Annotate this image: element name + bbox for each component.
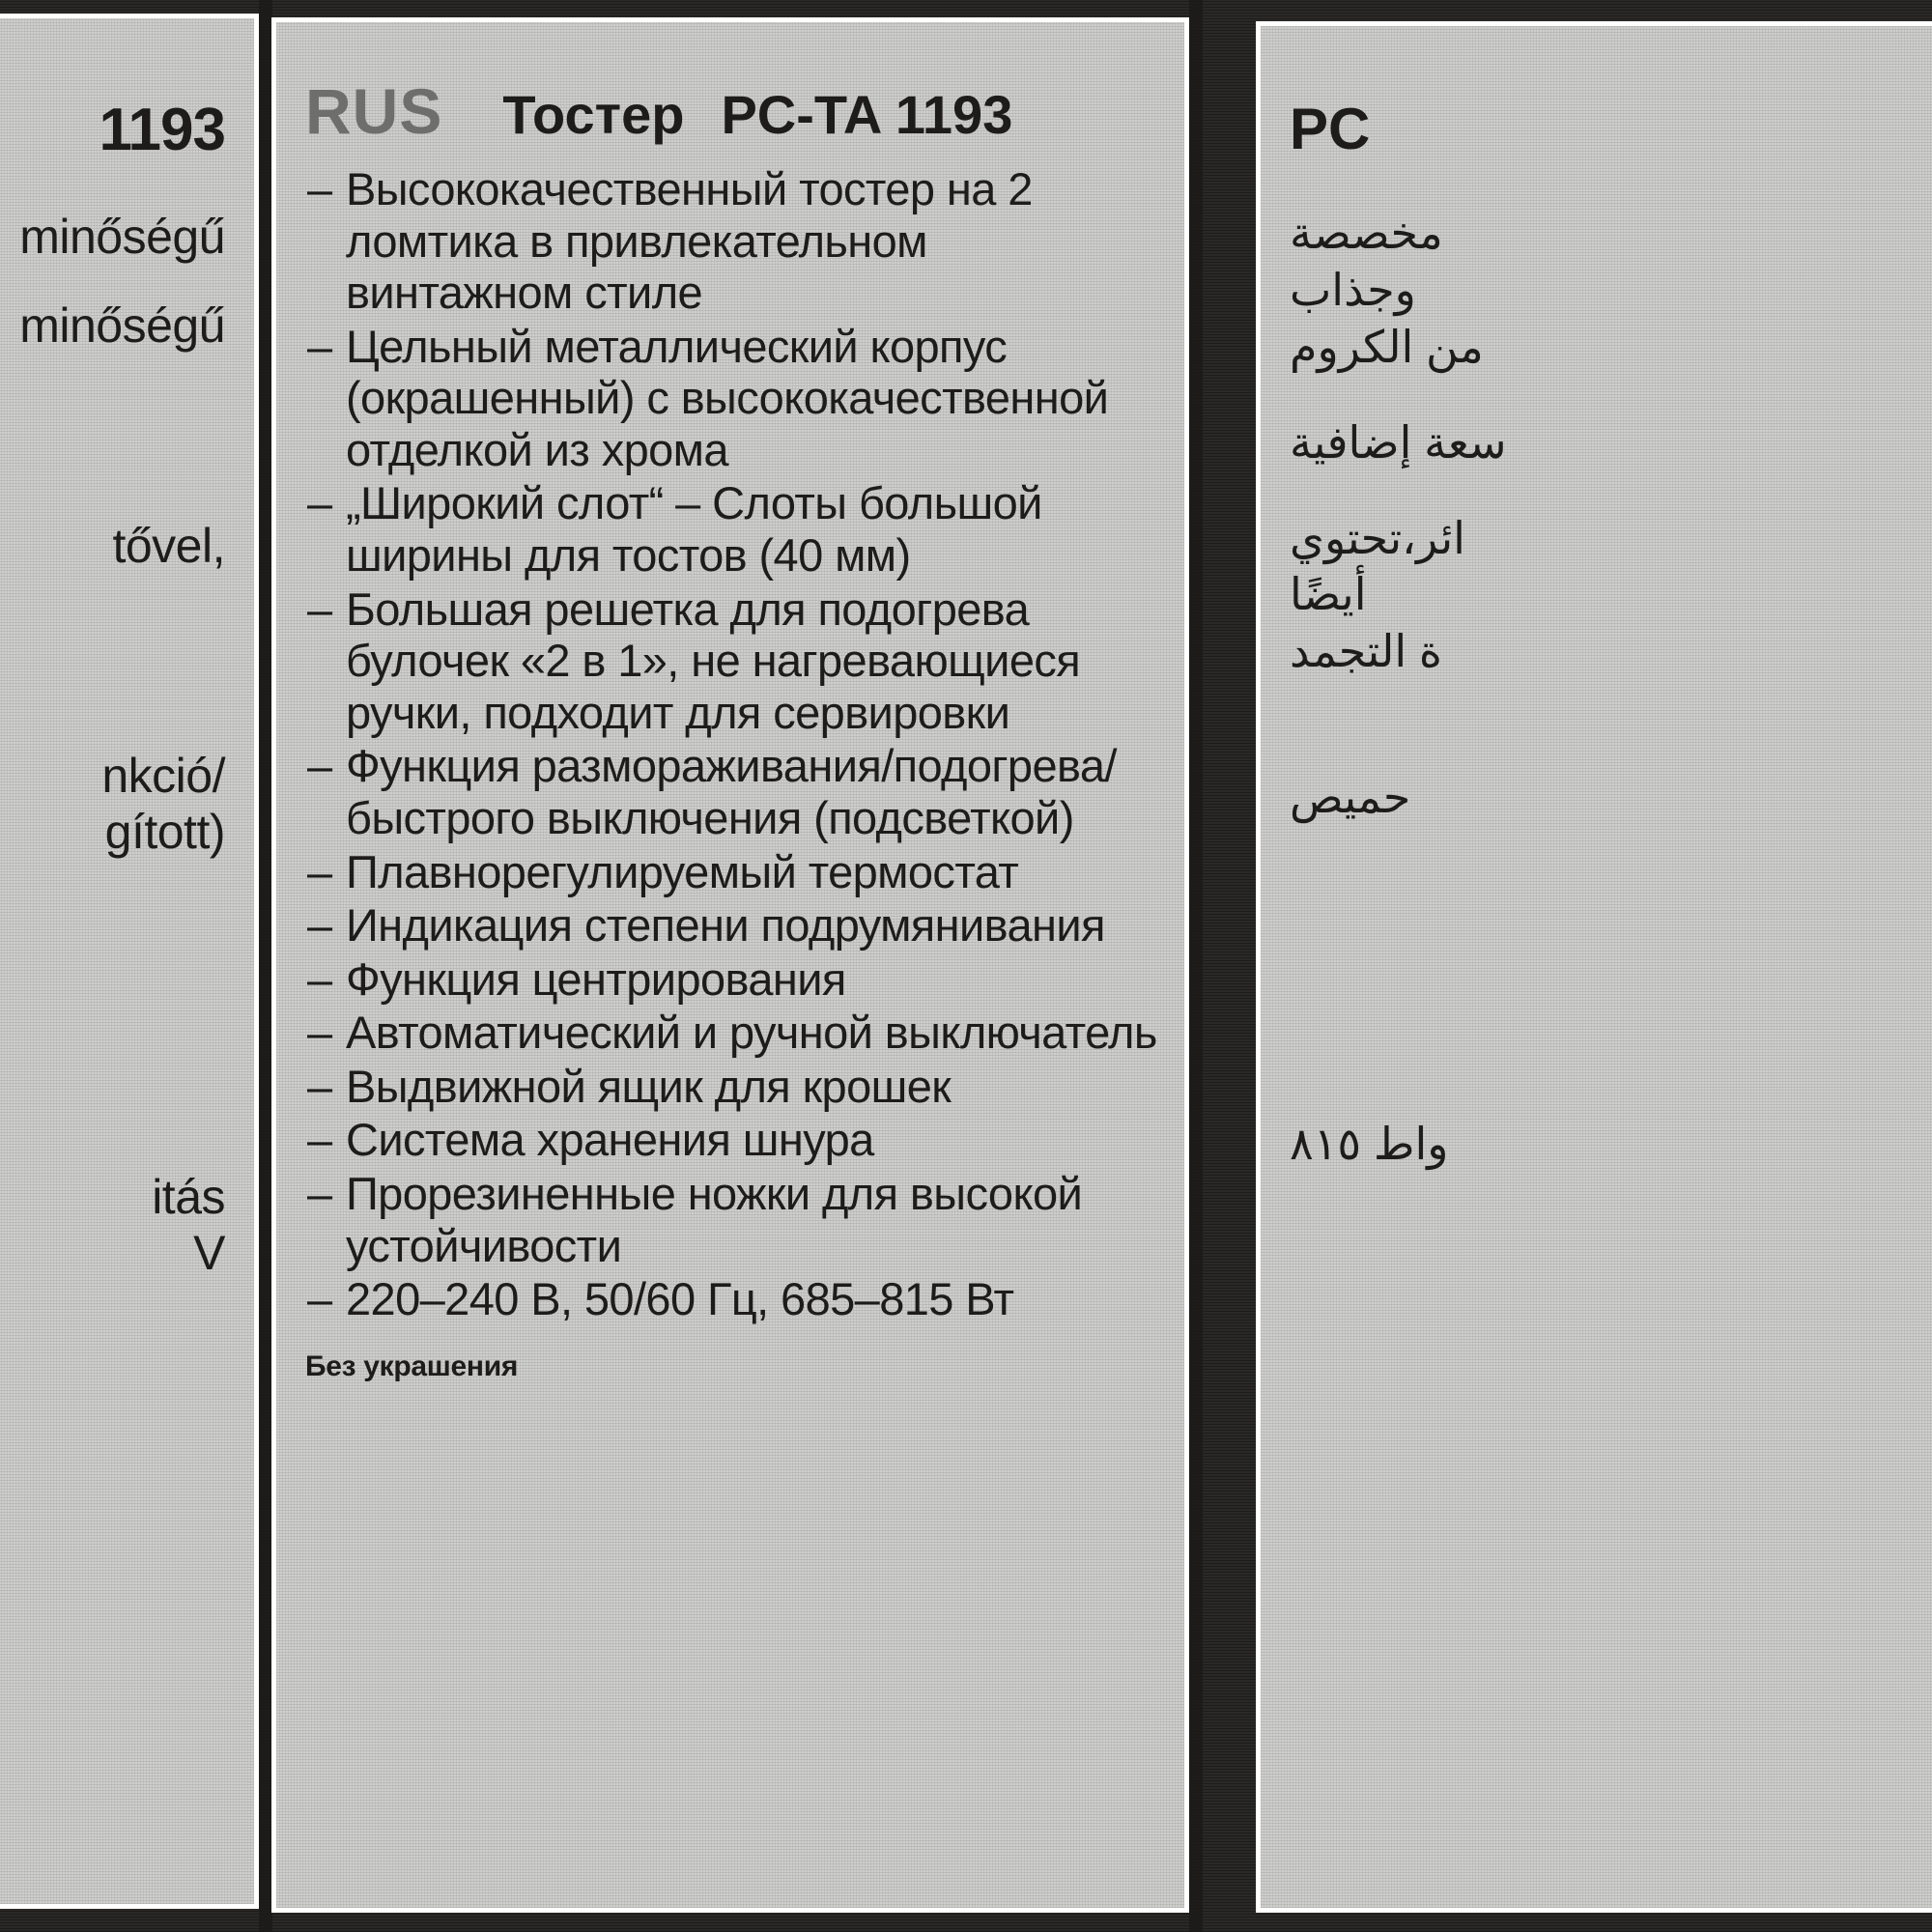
hungarian-line-1: minőségű xyxy=(19,210,225,264)
feature-list xyxy=(305,163,1159,1325)
spacer xyxy=(1290,826,1932,1116)
product-title xyxy=(502,83,1012,146)
arabic-line-5: ائر،تحتوي xyxy=(1290,512,1465,563)
list-item: – Высококачественный тостер на 2 ломтика в привлекательном винтажном стиле xyxy=(305,163,1159,319)
arabic-line-3: من الكروم xyxy=(1290,321,1484,372)
language-panel-hungarian xyxy=(0,14,259,1909)
hungarian-line-5: gított) xyxy=(104,805,225,859)
arabic-line-2: وجذاب xyxy=(1290,264,1416,315)
russian-header xyxy=(305,74,1159,148)
arabic-line-8: حميص xyxy=(1290,772,1411,823)
hungarian-line-3: tővel, xyxy=(112,519,225,573)
language-panel-russian xyxy=(271,17,1189,1913)
arabic-line-1: مخصصة xyxy=(1290,208,1443,258)
list-item: – Плавнорегулируемый термостат xyxy=(305,846,1159,898)
panel-seam-left xyxy=(259,0,272,1932)
list-item: – Система хранения шнура xyxy=(305,1114,1159,1166)
language-code-rus: RUS xyxy=(305,75,443,147)
list-item: – Большая решетка для подогрева булочек «2 в 1», не нагревающиеся ручки, подходит для сервировки xyxy=(305,583,1159,739)
panel-seam-right xyxy=(1189,0,1203,1932)
list-item: – Выдвижной ящик для крошек xyxy=(305,1061,1159,1113)
panel-title-arabic: PC xyxy=(1290,97,1371,161)
list-item: – Автоматический и ручной выключатель xyxy=(305,1007,1159,1059)
arabic-line-7: ة التجمد xyxy=(1290,626,1442,677)
arabic-line-9: واط ٨١٥ xyxy=(1290,1119,1449,1169)
spacer xyxy=(0,574,225,748)
product-name: Тостер xyxy=(502,84,685,145)
list-item: – Прорезиненные ножки для высокой устойчивости xyxy=(305,1168,1159,1271)
spacer xyxy=(0,354,225,518)
list-item: – Функция размораживания/подогрева/быстрого выключения (подсветкой) xyxy=(305,740,1159,843)
list-item: – Функция центрирования xyxy=(305,953,1159,1006)
spacer xyxy=(0,860,225,1169)
spacer xyxy=(0,265,225,298)
language-panel-arabic xyxy=(1256,21,1932,1913)
hungarian-line-2: minőségű xyxy=(19,298,225,353)
spacer xyxy=(1290,680,1932,769)
arabic-line-6: أيضًا xyxy=(1290,569,1367,620)
spacer xyxy=(1290,376,1932,414)
list-item: – Цельный металлический корпус (окрашенный) с высококачественной отделкой из хрома xyxy=(305,321,1159,476)
hungarian-line-4: nkció/ xyxy=(101,749,225,803)
spacer xyxy=(1290,471,1932,510)
hungarian-line-6: itás xyxy=(152,1170,225,1224)
product-model: PC-TA 1193 xyxy=(721,84,1013,145)
list-item: – 220–240 В, 50/60 Гц, 685–815 Вт xyxy=(305,1273,1159,1325)
arabic-line-4: سعة إضافية xyxy=(1290,416,1507,468)
list-item: – Индикация степени подрумянивания xyxy=(305,899,1159,952)
panel-title-hungarian: 1193 xyxy=(99,97,225,163)
footnote-text: Без украшения xyxy=(305,1350,519,1382)
hungarian-line-7: V xyxy=(193,1226,225,1280)
list-item: – „Широкий слот“ – Слоты большой ширины для тостов (40 мм) xyxy=(305,477,1159,581)
